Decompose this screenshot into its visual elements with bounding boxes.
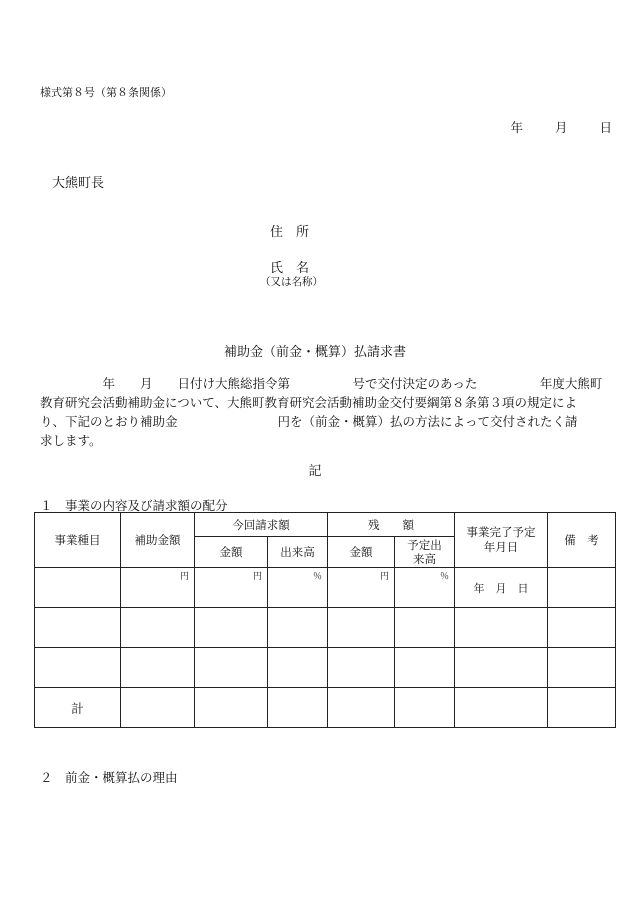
cell-subsidy-amount[interactable] (121, 648, 195, 688)
body-paragraph (40, 374, 615, 450)
header-remarks: 備 考 (548, 513, 616, 568)
claim-allocation-table (34, 512, 616, 728)
addressee: 大熊町長 (52, 176, 105, 191)
total-row (35, 688, 616, 728)
name-label: 氏 名 (270, 261, 310, 276)
cell-planned-progress[interactable]: ％ (395, 568, 455, 608)
total-remarks[interactable] (548, 688, 616, 728)
cell-completion-date[interactable] (455, 608, 548, 648)
cell-planned-progress[interactable] (395, 648, 455, 688)
cell-remarks[interactable] (548, 648, 616, 688)
cell-claim-amount[interactable] (195, 648, 268, 688)
cell-completion-date[interactable]: 年 月 日 (455, 568, 548, 608)
ki-marker: 記 (308, 464, 322, 479)
cell-project-type[interactable] (35, 648, 121, 688)
cell-project-type[interactable] (35, 568, 121, 608)
section1-heading: １ 事業の内容及び請求額の配分 (40, 498, 228, 513)
cell-subsidy-amount[interactable] (121, 608, 195, 648)
form-number: 様式第８号（第８条関係） (40, 86, 172, 99)
total-label: 計 (35, 688, 121, 728)
table-row (35, 568, 616, 608)
header-progress: 出来高 (268, 537, 328, 568)
section2-heading: ２ 前金・概算払の理由 (40, 770, 178, 785)
cell-progress[interactable] (268, 648, 328, 688)
total-completion-date[interactable] (455, 688, 548, 728)
cell-remaining-amount[interactable] (328, 648, 395, 688)
body-line-1: 年 月 日付け大熊総指令第 号で交付決定のあった 年度大熊町 (40, 376, 603, 391)
total-progress[interactable] (268, 688, 328, 728)
cell-claim-amount[interactable]: 円 (195, 568, 268, 608)
header-project-type: 事業種目 (35, 513, 121, 568)
cell-remarks[interactable] (548, 608, 616, 648)
cell-remaining-amount[interactable] (328, 608, 395, 648)
total-planned-progress[interactable] (395, 688, 455, 728)
header-completion-date-text: 事業完了予定年月日 (466, 525, 536, 554)
cell-claim-amount[interactable] (195, 608, 268, 648)
name-note: （又は名称） (260, 276, 323, 288)
date-year: 年 (510, 120, 523, 135)
cell-progress[interactable]: ％ (268, 568, 328, 608)
header-planned-progress (395, 537, 455, 568)
header-subsidy-amount: 補助金額 (121, 513, 195, 568)
document-title: 補助金（前金・概算）払請求書 (223, 345, 406, 360)
cell-project-type[interactable] (35, 608, 121, 648)
date-day: 日 (599, 120, 612, 135)
cell-planned-progress[interactable] (395, 608, 455, 648)
address-label: 住 所 (270, 225, 310, 240)
cell-completion-date[interactable] (455, 648, 548, 688)
table-row (35, 608, 616, 648)
document-date (478, 118, 612, 136)
cell-remarks[interactable] (548, 568, 616, 608)
header-planned-progress-text: 予定出来高 (407, 538, 442, 566)
cell-subsidy-amount[interactable]: 円 (121, 568, 195, 608)
header-remaining: 残 額 (328, 513, 455, 537)
table-row (35, 648, 616, 688)
body-line-2: 教育研究会活動補助金について、大熊町教育研究会活動補助金交付要綱第８条第３項の規定によ (40, 395, 578, 410)
header-claim-amount: 金額 (195, 537, 268, 568)
total-subsidy-amount[interactable] (121, 688, 195, 728)
cell-progress[interactable] (268, 608, 328, 648)
total-remaining-amount[interactable] (328, 688, 395, 728)
header-completion-date (455, 513, 548, 568)
header-current-claim: 今回請求額 (195, 513, 328, 537)
cell-remaining-amount[interactable]: 円 (328, 568, 395, 608)
header-remaining-amount: 金額 (328, 537, 395, 568)
body-line-3: り、下記のとおり補助金 円を（前金・概算）払の方法によって交付されたく請 (40, 414, 578, 429)
body-line-4: 求します。 (40, 433, 102, 448)
total-claim-amount[interactable] (195, 688, 268, 728)
date-month: 月 (554, 120, 568, 135)
